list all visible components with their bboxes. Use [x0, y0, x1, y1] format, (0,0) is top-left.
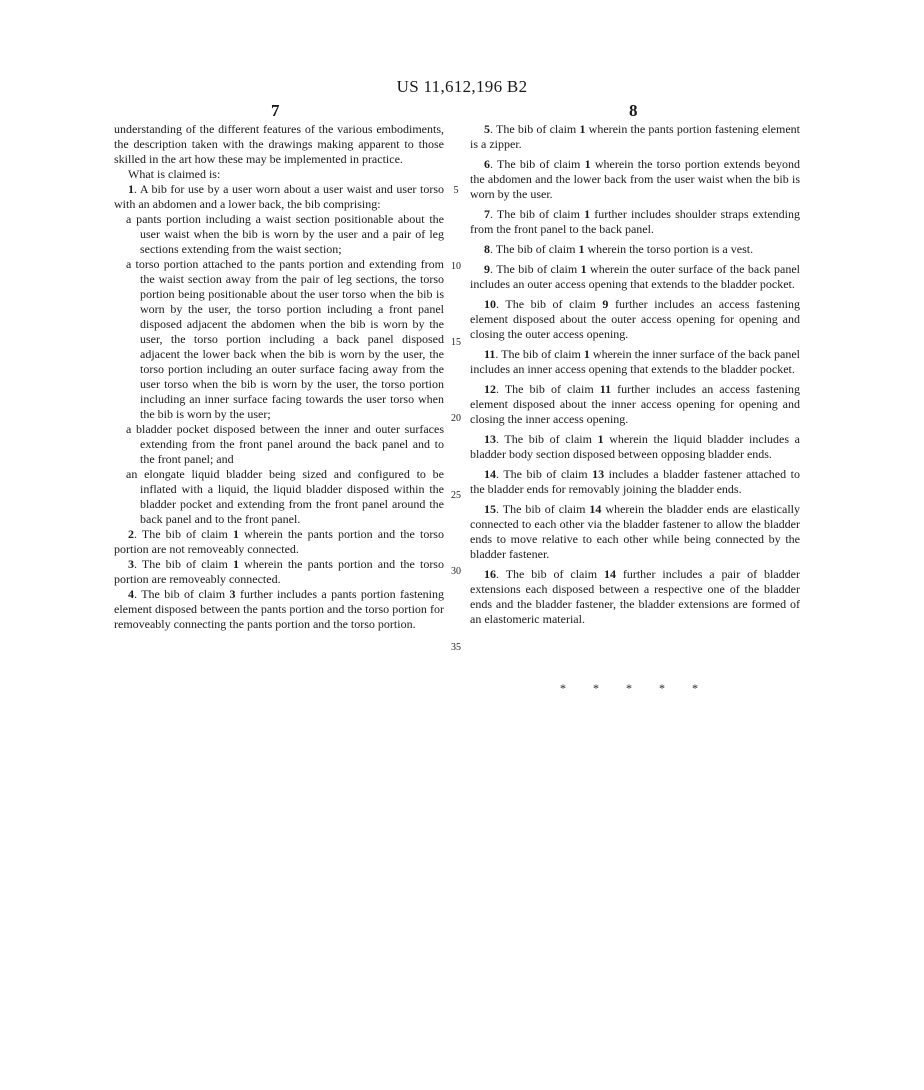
claim-number: 16	[484, 567, 496, 581]
claim-number: 3	[128, 557, 134, 571]
claim-text: wherein the torso portion extends beyond the abdomen and the lower back from the user waist when the bib is worn by the user.	[470, 157, 800, 201]
claim-reference: 1	[584, 157, 591, 171]
claim-text: . The bib of claim	[134, 587, 230, 601]
claim-text: . The bib of claim	[490, 242, 579, 256]
claim-reference: 1	[232, 527, 239, 541]
claim-number: 1	[128, 182, 134, 196]
claim-text: further includes shoulder straps extending from the front panel to the back panel.	[470, 207, 801, 236]
claim-number: 7	[484, 207, 490, 221]
claim-1	[114, 182, 444, 212]
claim-text: . The bib of claim	[496, 467, 593, 481]
claim-reference: 1	[580, 262, 587, 276]
claim-text: wherein the pants portion and the torso portion are not removeably connected.	[114, 527, 444, 556]
claim-number: 15	[484, 502, 496, 516]
claim-reference: 1	[597, 432, 604, 446]
claim-text: . A bib for use by a user worn about a user waist and user torso with an abdomen and a lower back, the bib comprising:	[114, 182, 444, 211]
claim-reference: 1	[584, 207, 591, 221]
claim-text: wherein the outer surface of the back panel includes an outer access opening that extends to the bladder pocket.	[470, 262, 800, 291]
claim-11	[470, 347, 800, 377]
claims-intro: What is claimed is:	[128, 167, 221, 181]
claim-reference: 11	[599, 382, 612, 396]
claim-text: wherein the pants portion and the torso portion are removeably connected.	[114, 557, 444, 586]
claim-text: . The bib of claim	[496, 432, 598, 446]
claim-reference: 14	[603, 567, 616, 581]
claim-8	[470, 242, 800, 257]
end-of-claims-marker: * * * * *	[560, 681, 710, 695]
claim-text: further includes an access fastening element disposed about the inner access opening for opening and closing the inner access opening.	[470, 382, 800, 426]
claim-12	[470, 382, 800, 427]
claim-number: 6	[484, 157, 490, 171]
claim-5	[470, 122, 800, 152]
claim-text: . The bib of claim	[134, 527, 233, 541]
claim-6	[470, 157, 800, 202]
claim-number: 2	[128, 527, 134, 541]
claim-reference: 1	[579, 122, 586, 136]
claim-reference: 9	[602, 297, 609, 311]
claim-text: . The bib of claim	[490, 207, 585, 221]
claim-reference: 14	[589, 502, 602, 516]
claim-text: . The bib of claim	[134, 557, 233, 571]
line-number: 35	[451, 642, 461, 653]
claim-number: 10	[484, 297, 496, 311]
left-column	[114, 122, 444, 632]
claim-text: wherein the bladder ends are elastically connected to each other via the bladder fastener to allow the bladder ends to move relative to each other while being connected by the bladder fastener.	[470, 502, 800, 561]
claim-text: further includes a pair of bladder extensions each disposed between a respective one of the bladder ends and the bladder fastener, the bladder extensions are formed of an elastomeric material.	[470, 567, 800, 626]
line-number: 15	[451, 337, 461, 348]
line-number: 10	[451, 261, 461, 272]
right-column	[470, 122, 800, 632]
claim-reference: 1	[583, 347, 590, 361]
line-number: 5	[453, 185, 459, 196]
claim-number: 5	[484, 122, 490, 136]
claim-text: . The bib of claim	[496, 567, 604, 581]
claim-text: further includes a pants portion fastening element disposed between the pants portion and the torso portion for removeably connecting the pants portion and the torso portion.	[114, 587, 444, 631]
claim-text: . The bib of claim	[496, 382, 600, 396]
right-column-number: 8	[629, 101, 638, 120]
claim-number: 12	[484, 382, 496, 396]
claim-text: includes a bladder fastener attached to the bladder ends for removably joining the bladder ends.	[470, 467, 800, 496]
claim-text: wherein the pants portion fastening element is a zipper.	[470, 122, 800, 151]
claim-number: 4	[128, 587, 134, 601]
claim-element: a pants portion including a waist section positionable about the user waist when the bib is worn by the user and a pair of leg sections extending from the waist section;	[126, 212, 444, 256]
patent-number: US 11,612,196 B2	[396, 77, 528, 96]
claim-2	[114, 527, 444, 557]
claim-element: an elongate liquid bladder being sized and configured to be inflated with a liquid, the liquid bladder disposed within the bladder pocket and extending from the front panel around the back panel and to the front panel.	[126, 467, 444, 526]
claim-reference: 1	[232, 557, 239, 571]
claim-text: . The bib of claim	[490, 122, 580, 136]
claim-number: 11	[484, 347, 496, 361]
claim-4	[114, 587, 444, 632]
claim-number: 14	[484, 467, 496, 481]
claim-number: 8	[484, 242, 490, 256]
claim-16	[470, 567, 800, 627]
line-number: 25	[451, 490, 461, 501]
claim-text: wherein the torso portion is a vest.	[584, 242, 754, 256]
claim-text: . The bib of claim	[490, 262, 581, 276]
claim-number: 13	[484, 432, 496, 446]
claim-text: further includes an access fastening element disposed about the outer access opening for opening and closing the outer access opening.	[470, 297, 800, 341]
line-number: 30	[451, 566, 461, 577]
claim-text: . The bib of claim	[496, 502, 590, 516]
claim-13	[470, 432, 800, 462]
line-number: 20	[451, 413, 461, 424]
claim-text: wherein the liquid bladder includes a bladder body section disposed between opposing bladder ends.	[470, 432, 800, 461]
claim-3	[114, 557, 444, 587]
claim-reference: 1	[578, 242, 585, 256]
claim-number: 9	[484, 262, 490, 276]
claim-15	[470, 502, 800, 562]
claim-element: a bladder pocket disposed between the inner and outer surfaces extending from the front panel around the back panel and to the front panel; and	[126, 422, 444, 466]
left-column-number: 7	[271, 101, 280, 120]
claim-9	[470, 262, 800, 292]
claim-element: a torso portion attached to the pants portion and extending from the waist section away from the pair of leg sections, the torso portion being positionable about the user torso when the bib is worn by the user, the torso portion including a front panel disposed adjacent the abdomen when the bib is worn by the user, the torso portion including a back panel disposed adjacent the lower back when the bib is worn by the user, the torso portion including an outer surface facing away from the user torso when the bib is worn by the user, the torso portion including an inner surface facing towards the user torso when the bib is worn by the user;	[126, 257, 444, 421]
claim-text: . The bib of claim	[496, 297, 603, 311]
claim-text: . The bib of claim	[495, 347, 584, 361]
claim-7	[470, 207, 800, 237]
claim-text: . The bib of claim	[490, 157, 585, 171]
claim-reference: 13	[592, 467, 605, 481]
continuation-paragraph: understanding of the different features of the various embodiments, the description taken with the drawings making apparent to those skilled in the art how these may be implemented in practice.	[114, 122, 444, 166]
claim-text: wherein the inner surface of the back panel includes an inner access opening that extends to the bladder pocket.	[470, 347, 800, 376]
claim-10	[470, 297, 800, 342]
claim-reference: 3	[229, 587, 236, 601]
claim-14	[470, 467, 800, 497]
